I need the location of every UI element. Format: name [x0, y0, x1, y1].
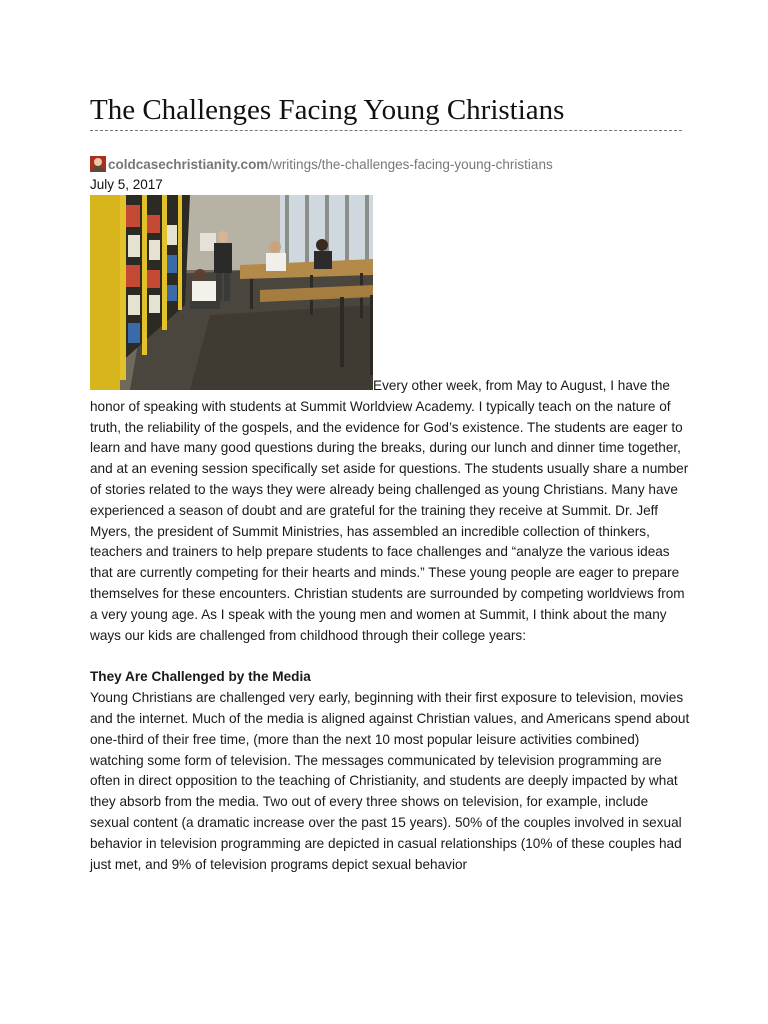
article-paragraph: Young Christians are challenged very early, beginning with their first exposure to television, movies and the internet. Much of the media is aligned against Christian values, and Americans spend about one-third of their free time, (more than the next 10 most popular leisure activities combined) watching some form of television. The messages communicated by television programming are often in direct opposition to the teaching of Christianity, and students are deeply impacted by what they absorb from the media. Two out of every three shows on television, for example, include sexual content (a dramatic increase over the past 15 years). 50% of the couples involved in sexual behavior in television programming are depicted in casual relationships (10% of these couples had just met, and 9% of television programs depict sexual behavior	[90, 690, 690, 872]
source-link[interactable]	[90, 154, 553, 174]
article-body	[90, 376, 690, 875]
publish-date: July 5, 2017	[90, 177, 163, 192]
article-title: The Challenges Facing Young Christians	[90, 94, 565, 126]
library-photo	[90, 195, 373, 390]
article-paragraph: Every other week, from May to August, I have the honor of speaking with students at Summit Worldview Academy. I typically teach on the nature of truth, the reliability of the gospels, and the evidence for God’s existence. The students are eager to learn and have many good questions during the breaks, during our lunch and dinner time together, and at an evening session specifically set aside for questions. The students usually share a number of stories related to the ways they were already being challenged as young Christians. Many have experienced a season of doubt and are grateful for the training they receive at Summit. Dr. Jeff Myers, the president of Summit Ministries, has assembled an incredible collection of thinkers, teachers and trainers to help prepare students to face challenges and “analyze the various ideas that are currently competing for their hearts and minds.” These young people are eager to prepare themselves for these encounters. Christian students are surrounded by competing worldviews from a very young age. As I speak with the young men and women at Summit, I think about the many ways our kids are challenged from childhood through their college years:	[90, 378, 689, 643]
section-heading: They Are Challenged by the Media	[90, 669, 311, 685]
title-divider	[90, 130, 682, 131]
source-path[interactable]: /writings/the-challenges-facing-young-christians	[268, 156, 553, 172]
source-domain[interactable]: coldcasechristianity.com	[108, 156, 269, 172]
site-favicon-icon	[90, 156, 106, 172]
